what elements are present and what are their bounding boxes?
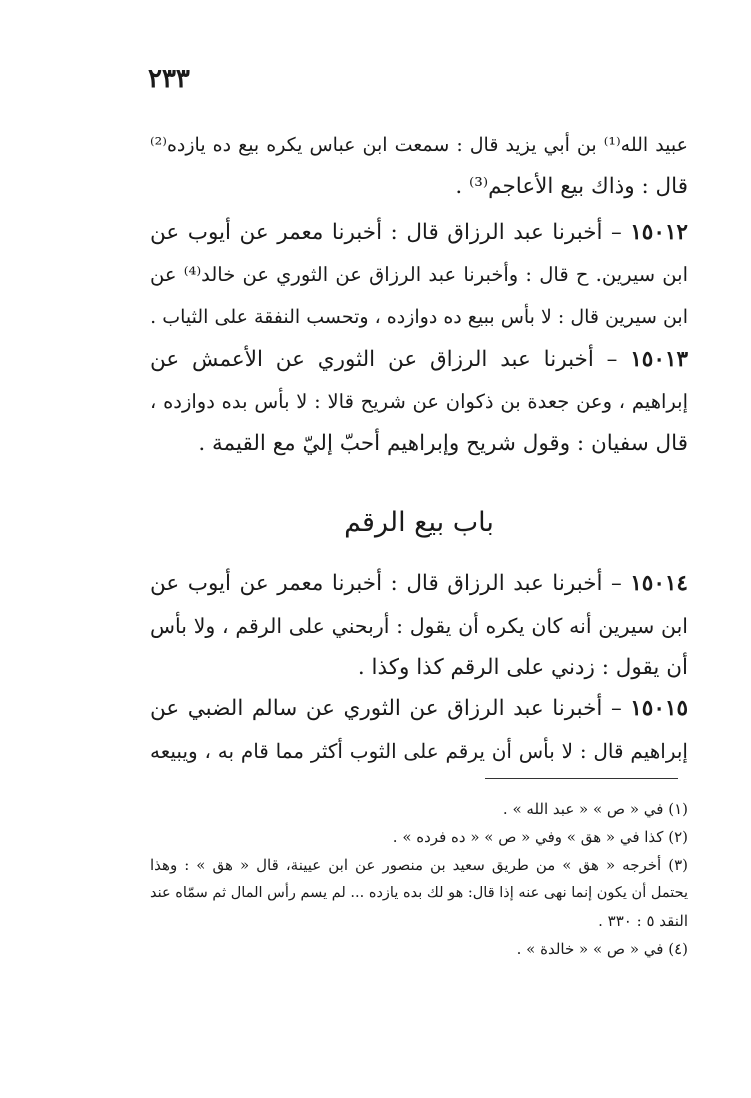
footnote-3: (٣) أخرجه « هق » من طريق سعيد بن منصور عن ابن عيينة، قال « هق » : وهذا <box>150 856 688 874</box>
page-number: ٢٣٣ <box>148 64 190 94</box>
footnote-1: (١) في « ص » « عبد الله » . <box>502 800 688 818</box>
text-line: ابن سيرين أنه كان يكره أن يقول : أربحني على الرقم ، ولا بأس <box>150 614 688 638</box>
hadith-number: ١٥٠١٤ <box>630 571 688 596</box>
text-line: إبراهيم ، وعن جعدة بن ذكوان عن شريح قالا : لا بأس بده دوازده ، <box>150 390 688 413</box>
footnote-2: (٢) كذا في « هق » وفي « ص » « ده فرده » . <box>392 828 688 846</box>
hadith-number: ١٥٠١٥ <box>630 696 688 721</box>
text-line: أن يقول : زدني على الرقم كذا وكذا . <box>357 655 688 680</box>
footnote-separator <box>485 778 678 779</box>
text-line: – أخبرنا عبد الرزاق قال : أخبرنا معمر عن أيوب عن <box>150 571 622 596</box>
hadith-15013 <box>150 339 688 465</box>
section-heading: باب بيع الرقم <box>344 507 494 538</box>
text-line: – أخبرنا عبد الرزاق عن الثوري عن سالم الضبي عن <box>150 696 622 721</box>
text-line: – أخبرنا عبد الرزاق عن الثوري عن الأعمش عن <box>150 347 618 372</box>
text-line: قال : وذاك بيع الأعاجم⁽³⁾ . <box>455 174 688 199</box>
footnotes <box>150 795 688 963</box>
text-line: قال سفيان : وقول شريح وإبراهيم أحبّ إليّ مع القيمة . <box>198 431 688 456</box>
text-line: ابن سيرين. ح قال : وأخبرنا عبد الرزاق عن الثوري عن خالد⁽⁴⁾ عن <box>150 263 688 286</box>
text-line: ابن سيرين قال : لا بأس ببيع ده دوازده ، وتحسب النفقة على الثياب . <box>150 306 688 328</box>
footnote-4: (٤) في « ص » « خالدة » . <box>516 940 688 958</box>
paragraph-continuation <box>150 124 688 208</box>
text-line: إبراهيم قال : لا بأس أن يرقم على الثوب أكثر مما قام به ، ويبيعه <box>150 739 688 763</box>
hadith-15012 <box>150 212 688 338</box>
hadith-15015 <box>150 688 688 772</box>
text-line: عبيد الله⁽¹⁾ بن أبي يزيد قال : سمعت ابن عباس يكره بيع ده يازده⁽²⁾ <box>150 134 688 156</box>
text-line: – أخبرنا عبد الرزاق قال : أخبرنا معمر عن أيوب عن <box>150 220 622 245</box>
hadith-number: ١٥٠١٣ <box>630 347 688 372</box>
hadith-number: ١٥٠١٢ <box>630 220 688 245</box>
footnote-3-continued: يحتمل أن يكون إنما نهى عنه إذا قال: هو لك بده يازده ... لم يسم رأس المال ثم سمّاه عند <box>150 885 688 901</box>
hadith-15014 <box>150 563 688 689</box>
footnote-3-continued: النقد ٥ : ٣٣٠ . <box>598 912 688 930</box>
